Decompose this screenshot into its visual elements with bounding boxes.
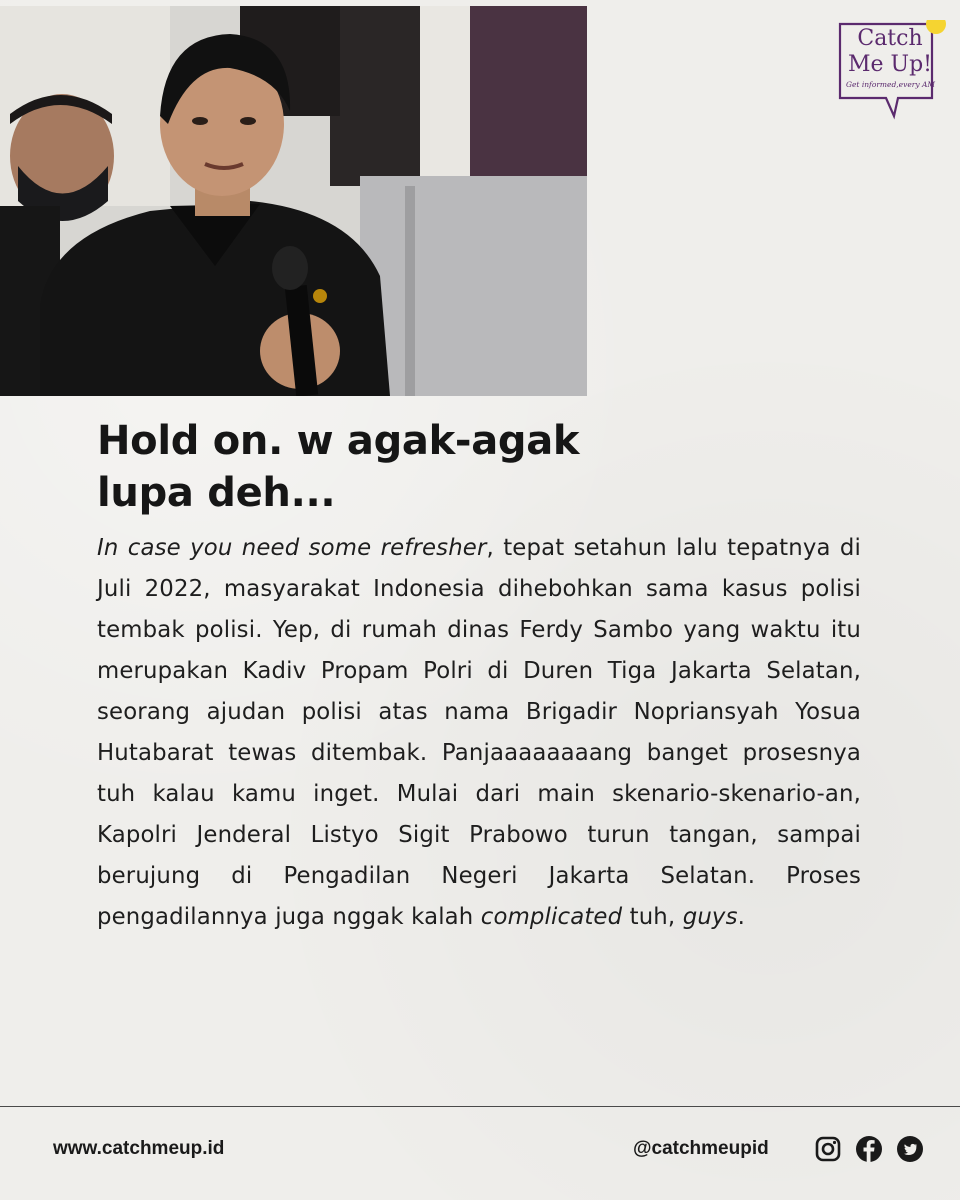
social-handle[interactable]: @catchmeupid <box>633 1138 769 1159</box>
twitter-icon[interactable] <box>896 1135 924 1163</box>
body-part-1: , tepat setahun lalu tepatnya di Juli 2022, masyarakat Indonesia dihebohkan sama kasus polisi tembak polisi. Yep, di rumah dinas Ferdy Sambo yang waktu itu merupakan Kadiv Propam Polri di Duren Tiga Jakarta Selatan, seorang ajudan polisi atas nama Brigadir Nopriansyah Yosua Hutabarat tewas ditembak. Panjaaaaaaaang banget prosesnya tuh kalau kamu inget. Mulai dari main skenario-skenario-an, Kapolri Jenderal Listyo Sigit Prabowo turun tangan, sampai berujung di Pengadilan Negeri Jakarta Selatan. Proses pengadilannya juga nggak kalah <box>97 535 861 930</box>
body-part-3: . <box>737 904 745 930</box>
instagram-icon[interactable] <box>814 1135 842 1163</box>
logo-line-1: Catch <box>857 26 923 51</box>
footer-divider <box>0 1106 960 1107</box>
body-part-2: tuh, <box>622 904 683 930</box>
news-photo <box>0 6 587 396</box>
body-italic-guys: guys <box>682 904 738 930</box>
website-link[interactable]: www.catchmeup.id <box>53 1138 225 1159</box>
heading-line-2: lupa deh... <box>97 470 336 516</box>
body-italic-complicated: complicated <box>480 904 623 930</box>
facebook-icon[interactable] <box>855 1135 883 1163</box>
article-body <box>97 528 861 938</box>
logo-line-2: Me Up! <box>847 52 932 77</box>
heading-line-1: Hold on. w agak-agak <box>97 418 580 464</box>
body-intro-italic: In case you need some refresher <box>97 535 487 561</box>
logo-tagline: Get informed,every AM <box>846 80 936 89</box>
catch-me-up-logo <box>836 20 940 120</box>
article-heading <box>97 415 877 519</box>
